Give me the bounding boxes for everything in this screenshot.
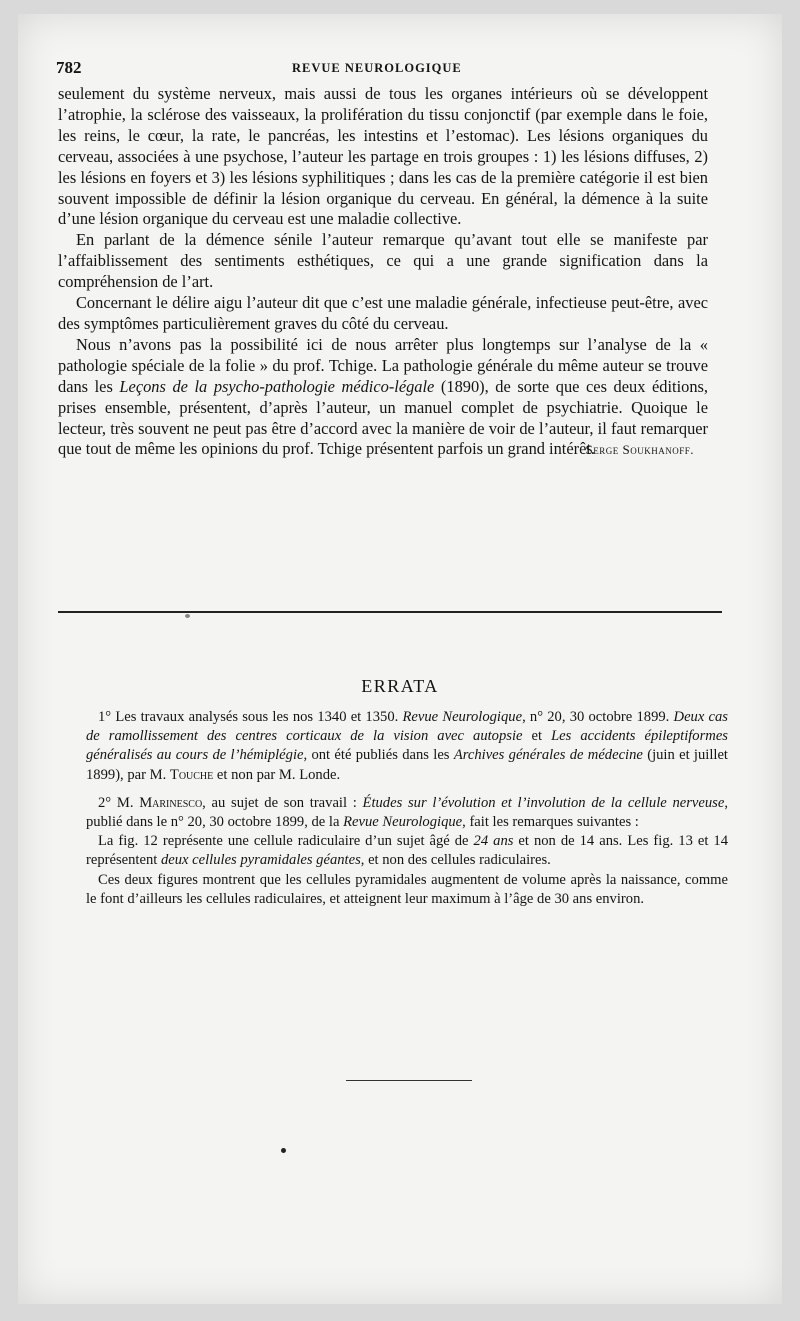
ink-dot: [281, 1148, 286, 1153]
page-number: 782: [56, 58, 82, 77]
review-paragraph-1: seulement du système nerveux, mais aussi de tous les organes intérieurs où se développent l’atrophie, la sclérose des vaisseaux, la prolifération du tissu conjonctif (par exemple dans le foie, les reins, le cœur, la rate, le pancréas, les intestins et l’estomac). Les lésions organiques du cerveau, associées à une psychose, l’auteur les partage en trois groupes : 1) les lésions diffuses, 2) les lésions en foyers et 3) les lésions syphilitiques ; dans les cas de la première catégorie il est bien souvent impossible de définir la lésion organique du cerveau. En général, la démence à la suite d’une lésion organique du cerveau est une maladie collective.: [58, 84, 708, 229]
errata-item-2: 2° M. Marinesco, au sujet de son travail : Études sur l’évolution et l’involution de la cellule nerveuse, publié dans le n° 20, 30 octobre 1899, de la Revue Neurologique, fait les remarques suivantes :: [86, 794, 728, 831]
review-paragraph-3: Concernant le délire aigu l’auteur dit que c’est une maladie générale, infectieuse peut-être, avec des symptômes particulièrement graves du côté du cerveau.: [58, 293, 708, 333]
errata-title: ERRATA: [361, 676, 439, 696]
errata-item-1: 1° Les travaux analysés sous les nos 1340 et 1350. Revue Neurologique, n° 20, 30 octobre 1899. Deux cas de ramollissement des centres corticaux de la vision avec autopsie et Les accidents épileptiformes généralisés au cours de l’hémiplégie, ont été publiés dans les Archives générales de médecine (juin et juillet 1899), par M. Touche et non par M. Londe.: [86, 709, 728, 783]
page-header: [56, 58, 706, 84]
review-signature: Serge Soukhanoff.: [585, 442, 694, 458]
ink-spot: [185, 614, 190, 618]
review-paragraph-2: En parlant de la démence sénile l’auteur remarque qu’avant tout elle se manifeste par l’affaiblissement des sentiments esthétiques, ce qui a une grande signification dans la compréhension de l’art.: [58, 230, 708, 292]
review-text: [58, 84, 708, 461]
section-divider: [58, 611, 722, 613]
book-title: Leçons de la psycho-pathologie médico-légale: [119, 376, 435, 396]
running-title: REVUE NEUROLOGIQUE: [292, 61, 462, 75]
errata-item-3: La fig. 12 représente une cellule radiculaire d’un sujet âgé de 24 ans et non de 14 ans. Les fig. 13 et 14 représentent deux cellules pyramidales géantes, et non des cellules radiculaires.: [86, 833, 729, 869]
errata-text: [86, 708, 728, 918]
errata-item-4: Ces deux figures montrent que les cellules pyramidales augmentent de volume après la naissance, comme le font d’ailleurs les cellules radiculaires, et atteignent leur maximum à l’âge de 30 ans environ.: [86, 871, 728, 907]
end-rule: [346, 1080, 472, 1081]
review-paragraph-4: Nous n’avons pas la possibilité ici de nous arrêter plus longtemps sur l’analyse de la « pathologie spéciale de la folie » du prof. Tchige. La pathologie générale du même auteur se trouve dans les Leçons de la psycho-pathologie médico-légale (1890), de sorte que ces deux éditions, prises ensemble, présentent, d’après l’auteur, un manuel complet de psychiatrie. Quoique le lecteur, très souvent ne peut pas être d’accord avec la manière de voir de l’auteur, il faut remarquer que tout de même les opinions du prof. Tchige présentent parfois un grand intérêt.: [58, 334, 708, 459]
